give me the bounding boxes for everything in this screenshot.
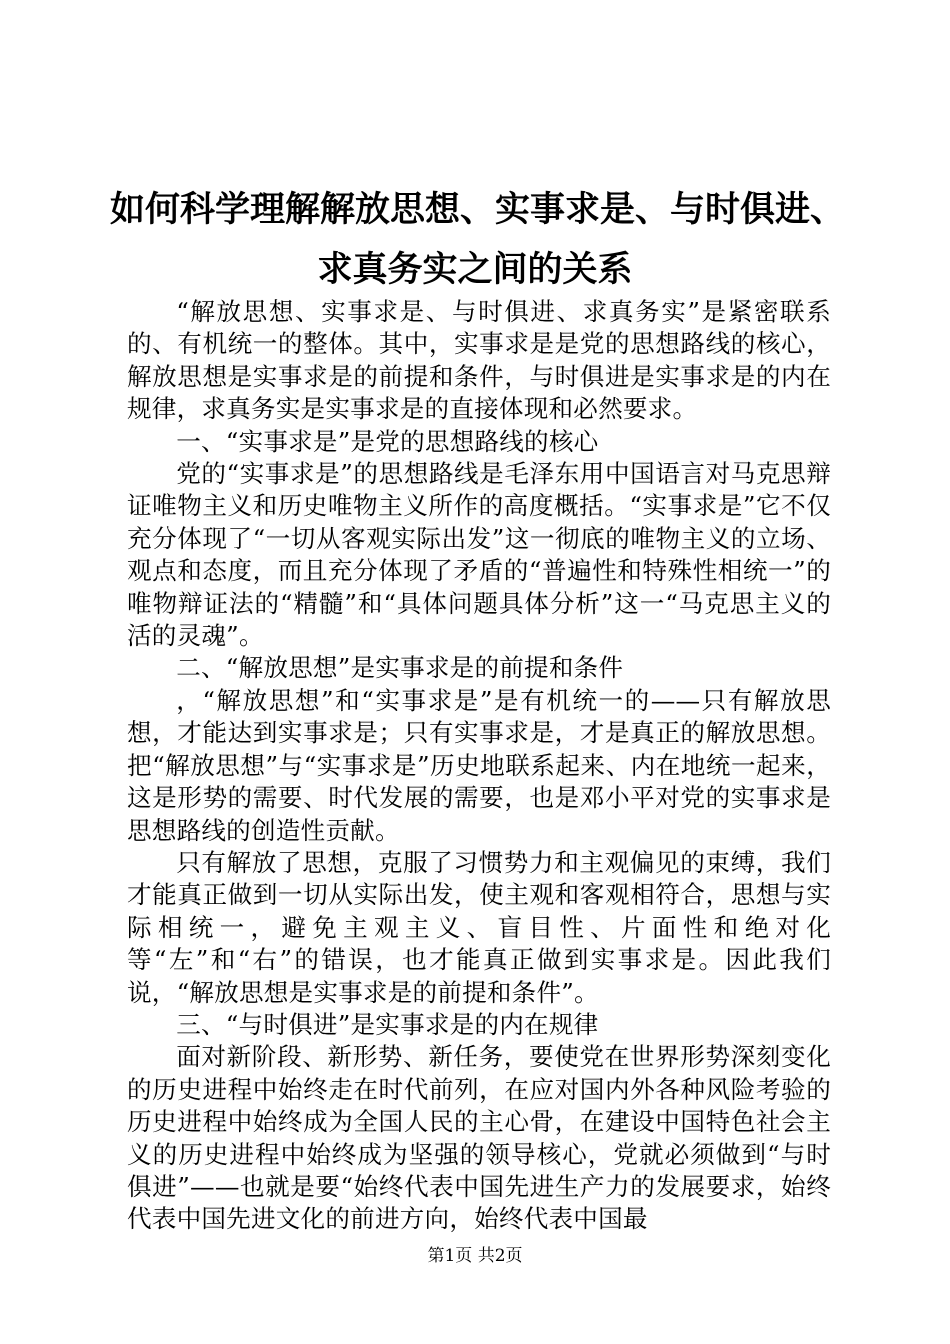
document-title-line-1: 如何科学理解解放思想、实事求是、与时俱进、 (110, 190, 846, 230)
document-title-line-2: 求真务实之间的关系 (317, 250, 633, 290)
paragraph: 面对新阶段、新形势、新任务，要使党在世界形势深刻变化的历史进程中始终走在时代前列，在应对国内外各种风险考验的历史进程中始终成为全国人民的主心骨，在建设中国特色社会主义的历史进程中始终成为坚强的领导核心，党就必须做到“与时俱进”——也就是要“始终代表中国先进生产力的发展要求，始终代表中国先进文化的前进方向，始终代表中国最 (127, 1042, 831, 1234)
paragraph: ，“解放思想”和“实事求是”是有机统一的——只有解放思想，才能达到实事求是；只有实事求是，才是真正的解放思想。把“解放思想”与“实事求是”历史地联系起来、内在地统一起来，这是形势的需要、时代发展的需要，也是邓小平对党的实事求是思想路线的创造性贡献。 (127, 685, 831, 845)
section-heading-1: 一、“实事求是”是党的思想路线的核心 (176, 426, 599, 456)
section-heading-3: 三、“与时俱进”是实事求是的内在规律 (176, 1009, 599, 1039)
section-heading-2: 二、“解放思想”是实事求是的前提和条件 (176, 653, 624, 683)
paragraph: 党的“实事求是”的思想路线是毛泽东用中国语言对马克思辩证唯物主义和历史唯物主义所作的高度概括。“实事求是”它不仅充分体现了“一切从客观实际出发”这一彻底的唯物主义的立场、观点和态度，而且充分体现了矛盾的“普遍性和特殊性相统一”的唯物辩证法的“精髓”和“具体问题具体分析”这一“马克思主义的活的灵魂”。 (127, 459, 831, 651)
paragraph: 只有解放了思想，克服了习惯势力和主观偏见的束缚，我们才能真正做到一切从实际出发，使主观和客观相符合，思想与实际相统一，避免主观主义、盲目性、片面性和绝对化等“左”和“右”的错误，也才能真正做到实事求是。因此我们说，“解放思想是实事求是的前提和条件”。 (127, 847, 831, 1007)
page-footer: 第1页 共2页 (427, 1246, 523, 1266)
paragraph-intro: “解放思想、实事求是、与时俱进、求真务实”是紧密联系的、有机统一的整体。其中，实事求是是党的思想路线的核心，解放思想是实事求是的前提和条件，与时俱进是实事求是的内在规律，求真务实是实事求是的直接体现和必然要求。 (127, 297, 831, 424)
document-body (127, 296, 831, 1236)
